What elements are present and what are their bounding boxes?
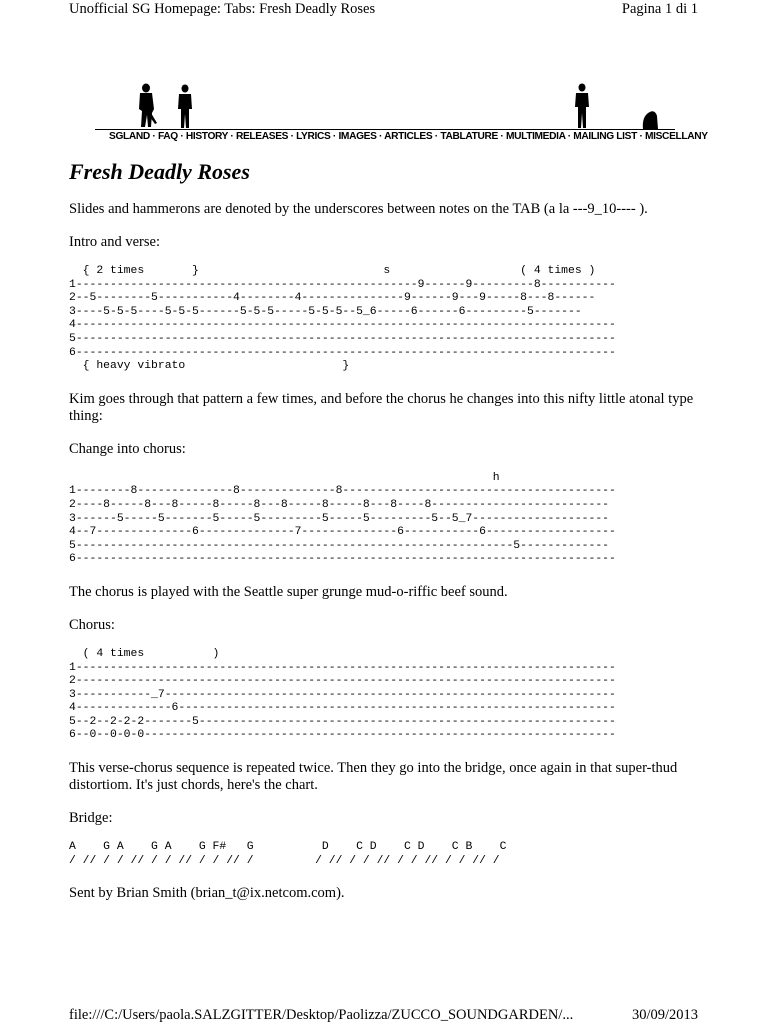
chorus-label: Chorus: bbox=[69, 616, 115, 633]
band-member-silhouette-1-icon bbox=[136, 83, 158, 129]
nav-separator: · bbox=[636, 131, 645, 142]
intro-label: Intro and verse: bbox=[69, 234, 160, 250]
nav-link-releases[interactable]: RELEASES bbox=[235, 131, 289, 142]
band-member-silhouette-2-icon bbox=[177, 84, 193, 129]
nav-link-miscellany[interactable]: MISCELLANY bbox=[645, 131, 708, 142]
verse-paragraph: This verse-chorus sequence is repeated twice. Then they go into the bridge, once again in that super-thud distortiom. It's just chords, here's the chart. bbox=[69, 760, 678, 794]
nav-link-multimedia[interactable]: MULTIMEDIA bbox=[505, 131, 566, 142]
banner-rule bbox=[95, 129, 675, 130]
nav-separator: · bbox=[227, 131, 236, 142]
band-member-silhouette-3-icon bbox=[574, 83, 590, 129]
nav-separator: · bbox=[432, 131, 441, 142]
change-label: Change into chorus: bbox=[69, 440, 186, 457]
nav-separator: · bbox=[497, 131, 506, 142]
nav-link-images[interactable]: IMAGES bbox=[338, 131, 377, 142]
change-tablature: h 1--------8--------------8--------------8---------------------------------------- 2----8-----8---8-----8-----8---8-----8-----8---8----8-------------------------- 3------5-----5-------5-----5---------5-----5---------5--5_7-------------------- 4--7--------------6--------------7--------------6-----------6------------------- 5----------------------------------------------------------------5------------- 6------------------------------------------------------------------------------- bbox=[69, 471, 616, 566]
document-title: Unofficial SG Homepage: Tabs: Fresh Deadly Roses bbox=[69, 1, 376, 17]
nav-separator: · bbox=[376, 131, 385, 142]
nav-separator: · bbox=[330, 131, 339, 142]
print-date: 30/09/2013 bbox=[631, 1007, 698, 1023]
nav-link-sgland[interactable]: SGLAND bbox=[109, 131, 150, 142]
main-content bbox=[69, 156, 699, 902]
intro-tablature: { 2 times } s ( 4 times ) 1--------------------------------------------------9------9---------8----------- 2--5--------5-----------4--------4---------------9------9---9-----8---8------ 3----5-5-5----5-5-5------5-5-5-----5-5-5--5_6-----6------6---------5------- 4------------------------------------------------------------------------------- 5------------------------------------------------------------------------------- 6------------------------------------------------------------------------------- { heavy vibrato } bbox=[69, 265, 616, 373]
nav-link-mailing-list[interactable]: MAILING LIST bbox=[573, 131, 637, 142]
band-member-silhouette-4-icon bbox=[641, 108, 659, 130]
nav-separator: · bbox=[565, 131, 574, 142]
site-banner bbox=[95, 78, 708, 148]
kim-paragraph: Kim goes through that pattern a few times, and before the chorus he changes into this nifty little atonal type thing: bbox=[69, 390, 694, 424]
page-number: Pagina 1 di 1 bbox=[621, 1, 698, 17]
site-nav bbox=[109, 131, 708, 142]
file-path: file:///C:/Users/paola.SALZGITTER/Desktop/Paolizza/ZUCCO_SOUNDGARDEN/... bbox=[69, 1007, 574, 1023]
sent-by: Sent by Brian Smith (brian_t@ix.netcom.com). bbox=[69, 885, 345, 902]
nav-separator: · bbox=[288, 131, 297, 142]
print-footer bbox=[69, 1006, 698, 1024]
nav-link-lyrics[interactable]: LYRICS bbox=[296, 131, 331, 142]
bridge-chord-chart: A G A G A G F# G D C D C D C B C / // / / // / / // / / // / / // / / // / / // / / // / bbox=[69, 841, 507, 867]
chorus-tablature: ( 4 times ) 1------------------------------------------------------------------------------- 2------------------------------------------------------------------------------- 3-----------_7------------------------------------------------------------------ 4--------------6---------------------------------------------------------------- 5--2--2-2-2-------5------------------------------------------------------------- 6--0--0-0-0--------------------------------------------------------------------- bbox=[69, 647, 616, 742]
nav-link-faq[interactable]: FAQ bbox=[157, 131, 178, 142]
nav-link-tablature[interactable]: TABLATURE bbox=[440, 131, 498, 142]
print-header bbox=[69, 0, 698, 20]
nav-link-history[interactable]: HISTORY bbox=[185, 131, 228, 142]
bridge-label: Bridge: bbox=[69, 810, 113, 827]
nav-separator: · bbox=[149, 131, 158, 142]
nav-separator: · bbox=[177, 131, 186, 142]
nav-link-articles[interactable]: ARTICLES bbox=[384, 131, 433, 142]
intro-paragraph: Slides and hammerons are denoted by the underscores between notes on the TAB (a la ---9_10---- ). bbox=[69, 201, 648, 217]
page-title: Fresh Deadly Roses bbox=[69, 159, 250, 184]
chorus-paragraph: The chorus is played with the Seattle super grunge mud-o-riffic beef sound. bbox=[69, 583, 508, 600]
